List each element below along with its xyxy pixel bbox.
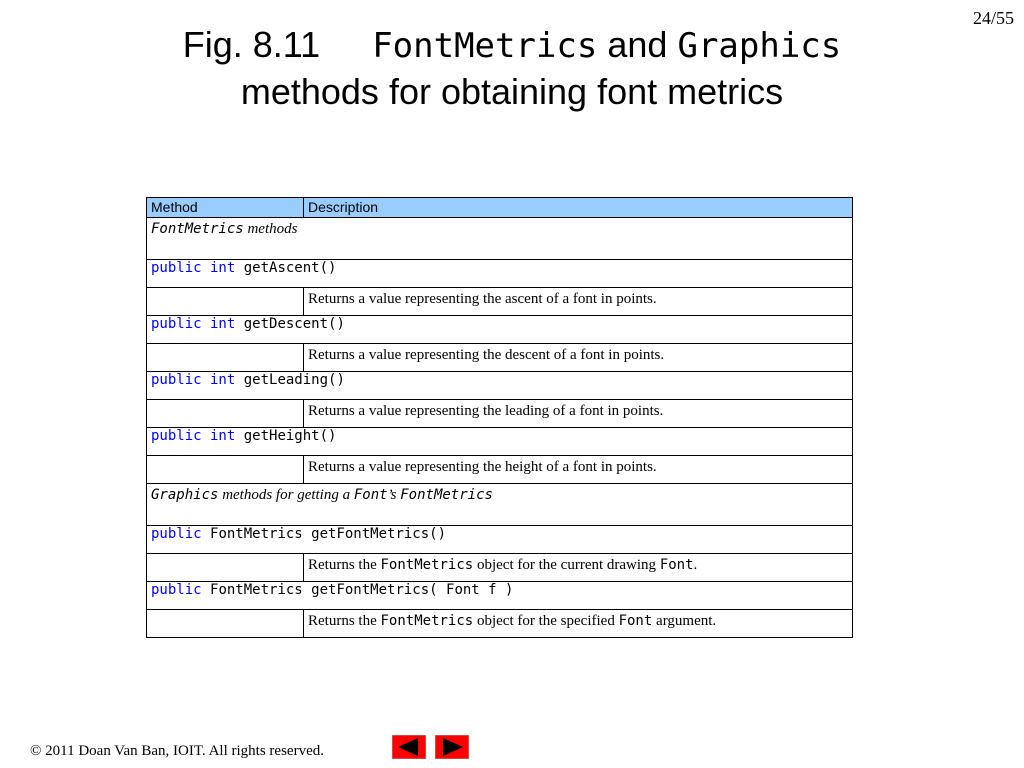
method-keyword: public int — [151, 260, 236, 276]
arrow-left-icon — [392, 735, 426, 759]
section-fontmetrics-row — [147, 218, 853, 260]
desc-text-mid: object for the current drawing — [476, 557, 657, 573]
title-line-1 — [0, 22, 1024, 69]
desc-text-pre: Returns the — [308, 613, 377, 629]
desc-code-2: Font — [618, 613, 653, 629]
table-header-row — [147, 198, 853, 218]
method-name: FontMetrics getFontMetrics( Font f ) — [210, 582, 514, 598]
page-number: 24/55 — [972, 8, 1014, 28]
table-row-description — [147, 610, 853, 638]
empty-cell — [147, 610, 304, 638]
section-class-name: FontMetrics — [151, 221, 244, 237]
method-description — [304, 554, 853, 582]
section-graphics-row — [147, 484, 853, 526]
method-signature — [147, 526, 853, 554]
title-and: and — [607, 24, 668, 65]
table-row-description — [147, 344, 853, 372]
previous-slide-button[interactable] — [392, 735, 426, 759]
method-keyword: public — [151, 582, 202, 598]
copyright-footer: © 2011 Doan Van Ban, IOIT. All rights reserved. — [30, 743, 324, 759]
empty-cell — [147, 344, 304, 372]
title-class-graphics: Graphics — [677, 26, 842, 66]
method-description: Returns a value representing the ascent of a font in points. — [304, 288, 853, 316]
method-signature — [147, 582, 853, 610]
empty-cell — [147, 400, 304, 428]
method-name: getAscent() — [243, 260, 337, 276]
method-description: Returns a value representing the height of a font in points. — [304, 456, 853, 484]
desc-text-mid: object for the specified — [476, 613, 615, 629]
table-row-description — [147, 456, 853, 484]
method-keyword: public int — [151, 428, 236, 444]
method-name: getHeight() — [243, 428, 337, 444]
title-class-fontmetrics: FontMetrics — [372, 26, 598, 66]
desc-text-pre: Returns the — [308, 557, 377, 573]
desc-code-1: FontMetrics — [380, 613, 474, 629]
method-keyword: public int — [151, 372, 236, 388]
method-keyword: public — [151, 526, 202, 542]
desc-code-2: Font — [659, 557, 694, 573]
method-signature — [147, 316, 853, 344]
method-keyword: public int — [151, 316, 236, 332]
method-signature — [147, 260, 853, 288]
section-graphics-cell — [147, 484, 853, 526]
slide-title — [0, 22, 1024, 115]
desc-code-1: FontMetrics — [380, 557, 474, 573]
next-slide-button[interactable] — [435, 735, 469, 759]
header-description: Description — [304, 198, 853, 218]
table-row-method — [147, 582, 853, 610]
table-row-method — [147, 526, 853, 554]
desc-text-post: argument. — [656, 613, 717, 629]
section-class-fontmetrics: FontMetrics — [400, 487, 493, 503]
title-line-2: methods for obtaining font metrics — [240, 71, 784, 112]
section-text-2: ’s — [387, 487, 397, 503]
table-row-description — [147, 400, 853, 428]
desc-text-post: . — [693, 557, 698, 573]
header-method: Method — [147, 198, 304, 218]
empty-cell — [147, 554, 304, 582]
table-row-method — [147, 372, 853, 400]
method-name: FontMetrics getFontMetrics() — [210, 526, 447, 542]
section-text-1: methods for getting a — [222, 487, 351, 503]
section-class-graphics: Graphics — [151, 487, 219, 503]
arrow-right-icon — [435, 735, 469, 759]
method-description — [304, 610, 853, 638]
method-signature — [147, 428, 853, 456]
empty-cell — [147, 456, 304, 484]
table-row-description — [147, 554, 853, 582]
section-fontmetrics-cell — [147, 218, 853, 260]
section-class-font: Font — [353, 487, 388, 503]
method-description: Returns a value representing the leading of a font in points. — [304, 400, 853, 428]
table-row-method — [147, 316, 853, 344]
empty-cell — [147, 288, 304, 316]
method-signature — [147, 372, 853, 400]
section-text: methods — [247, 221, 298, 237]
method-description: Returns a value representing the descent of a font in points. — [304, 344, 853, 372]
table-row-description — [147, 288, 853, 316]
method-name: getLeading() — [243, 372, 345, 388]
methods-table — [146, 197, 853, 638]
method-name: getDescent() — [243, 316, 345, 332]
table-row-method — [147, 260, 853, 288]
figure-label: Fig. 8.11 — [182, 24, 321, 65]
table-row-method — [147, 428, 853, 456]
